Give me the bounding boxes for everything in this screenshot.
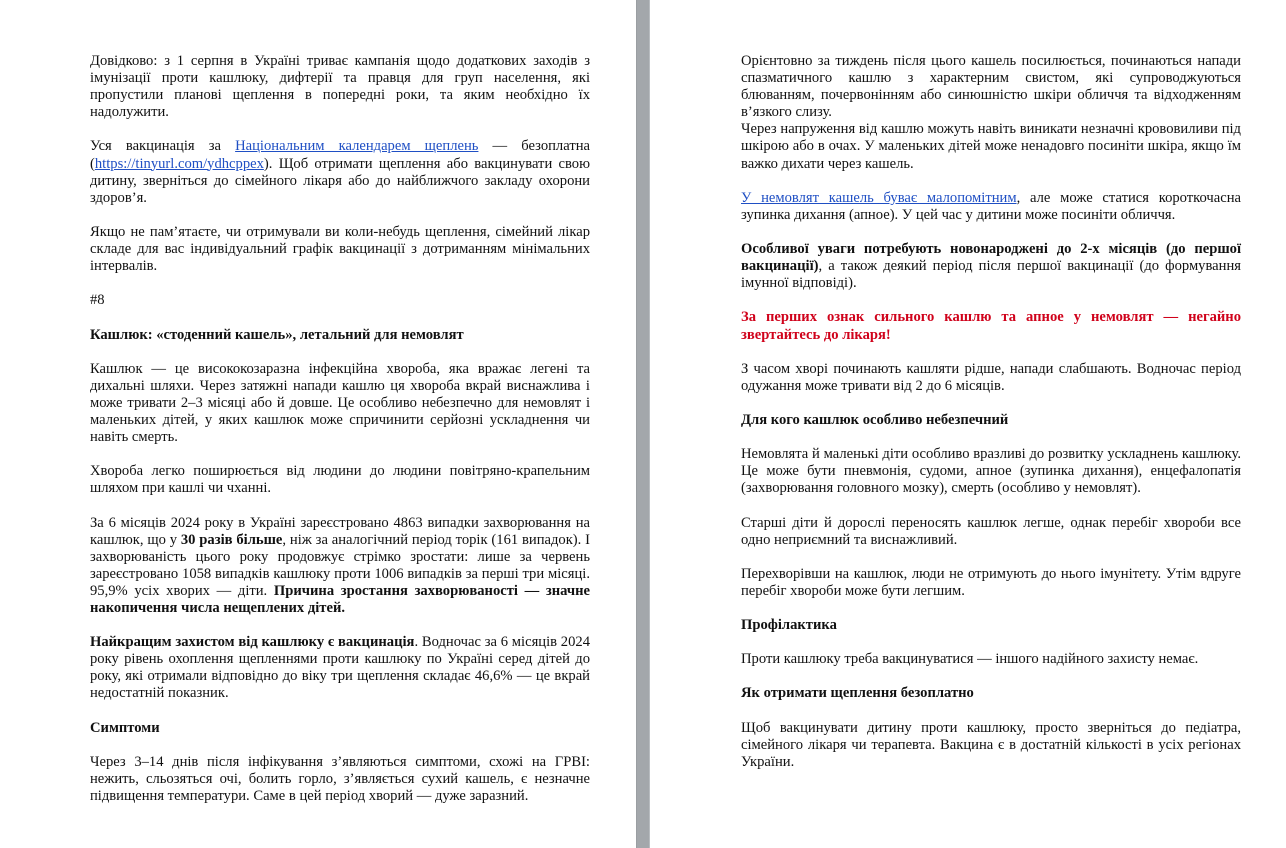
text-fragment: . Водночас за 6 місяців 2024 року рівень охоплення щепленнями проти кашлюку по Україні серед дітей до року, які отримали відповідно до віку три щеплення складає 46,6% — це вкрай недостатній показник. [90,634,590,702]
paragraph-definition: Кашлюк — це висококозаразна інфекційна хвороба, яка вражає легені та дихальні шляхи. Через затяжні напади кашлю ця хвороба вкрай виснажлива і може тривати 2–3 місяці або й довше. Це особливо небезпечно для немовлят і маленьких дітей, у яких кашлюк може спричинити серйозні ускладнення чи навіть смерть. [90,360,590,446]
paragraph-recovery: З часом хворі починають кашляти рідше, напади слабшають. Водночас період одужання може тривати від 2 до 6 місяців. [741,360,1241,394]
symptoms-heading: Симптоми [90,719,160,736]
danger-heading: Для кого кашлюк особливо небезпечний [741,411,1009,428]
page-divider [636,0,650,848]
infant-cough-link[interactable]: У немовлят кашель буває малопомітним [741,189,1017,206]
paragraph-prevention: Проти кашлюку треба вакцинуватися — іншого надійного захисту немає. [741,651,1199,668]
tinyurl-link[interactable]: https://tinyurl.com/ydhcppex [94,155,264,172]
prevention-heading: Профілактика [741,617,837,634]
paragraph-newborns [741,241,1241,292]
bold-fragment: Причина зростання захворюваності — значне накопичення числа нещеплених дітей. [90,582,590,616]
text-fragment: За 6 місяців 2024 року в Україні зареєстровано 4863 випадки захворювання на кашлюк, що у [90,514,590,548]
document-page-left [0,0,636,848]
bold-fragment: 30 разів більше [180,531,283,548]
paragraph-free-vaccination: Щоб вакцинувати дитину проти кашлюку, просто зверніться до педіатра, сімейного лікаря чи терапевта. Вакцина є в достатній кількості в усіх регіонах України. [741,719,1241,770]
paragraph-vaccination-coverage [90,634,590,702]
page-left-text [90,53,590,822]
paragraph-immunity: Перехворівши на кашлюк, люди не отримують до нього імунітету. Утім вдруге перебіг хвороби може бути легшим. [741,565,1241,599]
paragraph-symptoms: Через 3–14 днів після інфікування з’являються симптоми, схожі на ГРВІ: нежить, сльозяться очі, болить горло, з’являється сухий кашель, є незначне підвищення температури. Саме в цей період хворий — дуже заразний. [90,753,590,805]
text-fragment: — безоплатна ( [90,138,590,172]
paragraph-national-calendar [90,138,590,206]
paragraph-hemorrhages: Через напруження від кашлю можуть навіть виникати незначні крововиливи під шкірою або в очах. У маленьких дітей може ненадовго посиніти шкіра, якщо їм важко дихати через кашель. [741,121,1241,172]
page-right-text [741,53,1241,788]
paragraph-statistics [90,515,590,618]
text-fragment: , а також деякий період після першої вакцинації (до формування імунної відповіді). [741,258,1241,292]
text-fragment: ). Щоб отримати щеплення або вакцинувати свою дитину, зверніться до сімейного лікаря або до найближчого закладу охорони здоров’я. [90,155,590,206]
document-page-right [650,0,1286,848]
paragraph-schedule: Якщо не пам’ятаєте, чи отримували ви коли-небудь щеплення, сімейний лікар складе для вас індивідуальний графік вакцинації з дотриманням мінімальних інтервалів. [90,223,590,275]
paragraph-adults: Старші діти й дорослі переносять кашлюк легше, однак перебіг хвороби все одно неприємний та виснажливий. [741,514,1241,548]
text-fragment: Уся вакцинація за [90,138,236,155]
national-calendar-link[interactable]: Національним календарем щеплень [235,138,479,155]
text-fragment: , ніж за аналогічний період торік (161 випадок). І захворюваність цього року продовжує стрімко зростати: лише за червень зареєстровано 1058 випадків кашлюку проти 1006 випадків за перші три місяці. 95,9% усіх хворих — діти. [90,531,590,599]
paragraph-complications: Немовлята й маленькі діти особливо вразливі до розвитку ускладнень кашлюку. Це може бути пневмонія, судоми, апное (зупинка дихання), енцефалопатія (захворювання головного мозку), смерть (особливо у немовлят). [741,446,1241,497]
paragraph-campaign-note: Довідково: з 1 серпня в Україні триває кампанія щодо додаткових заходів з імунізації проти кашлюку, дифтерії та правця для груп населення, які пропустили планові щеплення в попередні роки, та яким необхідно їх надолужити. [90,53,590,121]
section-marker: #8 [90,292,105,309]
text-fragment: , але може статися короткочасна зупинка дихання (апное). У цей час у дитини може посиніти обличчя. [741,189,1241,223]
paragraph-spasmodic-cough: Орієнтовно за тиждень після цього кашель посилюється, починаються напади спазматичного кашлю з характерним свистом, які супроводжуються блюванням, почервонінням або синюшністю шкіри обличчя та відходженням в’язкого слизу. [741,53,1241,121]
bold-fragment: Особливої уваги потребують новонароджені до 2-х місяців (до першої вакцинації) [741,241,1241,275]
article-title: Кашлюк: «стоденний кашель», летальний для немовлят [90,326,464,343]
free-vaccination-heading: Як отримати щеплення безоплатно [741,685,974,702]
paragraph-transmission: Хвороба легко поширюється від людини до людини повітряно-крапельним шляхом при кашлі чи чханні. [90,463,590,497]
paragraph-infants-apnea [741,190,1241,224]
warning-text: За перших ознак сильного кашлю та апное у немовлят — негайно звертайтесь до лікаря! [741,309,1241,343]
bold-fragment: Найкращим захистом від кашлюку є вакцинація [90,634,415,651]
